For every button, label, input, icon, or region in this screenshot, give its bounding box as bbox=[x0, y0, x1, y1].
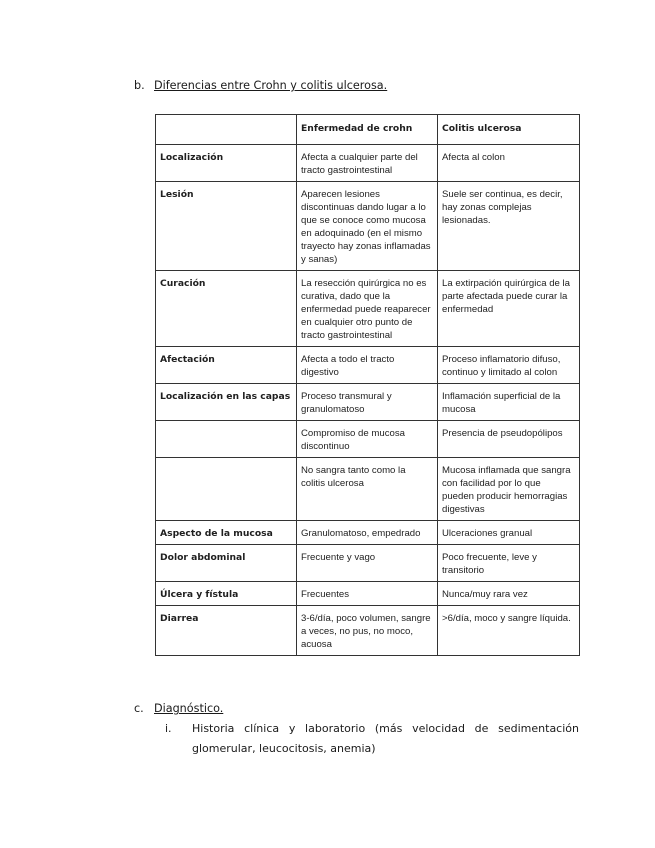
table-row bbox=[156, 347, 580, 384]
table-row bbox=[156, 458, 580, 521]
row-label bbox=[156, 458, 297, 521]
row-label: Aspecto de la mucosa bbox=[156, 521, 297, 545]
crohn-cell: 3-6/día, poco volumen, sangre a veces, no pus, no moco, acuosa bbox=[297, 606, 438, 656]
crohn-cell: Afecta a cualquier parte del tracto gastrointestinal bbox=[297, 145, 438, 182]
table-header-row bbox=[156, 115, 580, 145]
table-row bbox=[156, 545, 580, 582]
list-item-text: Historia clínica y laboratorio (más velocidad de sedimentación glomerular, leucocitosis, anemia) bbox=[192, 722, 579, 755]
diagnosis-list-item bbox=[165, 719, 579, 759]
row-label: Dolor abdominal bbox=[156, 545, 297, 582]
row-label: Diarrea bbox=[156, 606, 297, 656]
colitis-cell: Suele ser continua, es decir, hay zonas complejas lesionadas. bbox=[438, 182, 580, 271]
row-label: Lesión bbox=[156, 182, 297, 271]
table-row bbox=[156, 521, 580, 545]
table-row bbox=[156, 606, 580, 656]
crohn-cell: Frecuente y vago bbox=[297, 545, 438, 582]
section-c-heading bbox=[134, 702, 223, 715]
table-row bbox=[156, 421, 580, 458]
section-b-heading bbox=[134, 79, 387, 92]
colitis-cell: Poco frecuente, leve y transitorio bbox=[438, 545, 580, 582]
crohn-cell: Compromiso de mucosa discontinuo bbox=[297, 421, 438, 458]
table-row bbox=[156, 145, 580, 182]
header-cell-empty bbox=[156, 115, 297, 145]
section-b-marker: b. bbox=[134, 79, 145, 92]
colitis-cell: Ulceraciones granual bbox=[438, 521, 580, 545]
row-label: Úlcera y fístula bbox=[156, 582, 297, 606]
row-label bbox=[156, 421, 297, 458]
section-b-title: Diferencias entre Crohn y colitis ulcerosa. bbox=[154, 79, 388, 92]
colitis-cell: Presencia de pseudopólipos bbox=[438, 421, 580, 458]
crohn-cell: Proceso transmural y granulomatoso bbox=[297, 384, 438, 421]
header-cell-colitis: Colitis ulcerosa bbox=[438, 115, 580, 145]
section-c-marker: c. bbox=[134, 702, 144, 715]
colitis-cell: Proceso inflamatorio difuso, continuo y limitado al colon bbox=[438, 347, 580, 384]
row-label: Localización en las capas bbox=[156, 384, 297, 421]
header-cell-crohn: Enfermedad de crohn bbox=[297, 115, 438, 145]
table-row bbox=[156, 182, 580, 271]
table-row bbox=[156, 582, 580, 606]
section-c-title: Diagnóstico. bbox=[154, 702, 224, 715]
colitis-cell: Inflamación superficial de la mucosa bbox=[438, 384, 580, 421]
crohn-cell: No sangra tanto como la colitis ulcerosa bbox=[297, 458, 438, 521]
list-item-number: i. bbox=[165, 722, 172, 735]
row-label: Afectación bbox=[156, 347, 297, 384]
colitis-cell: >6/día, moco y sangre líquida. bbox=[438, 606, 580, 656]
crohn-cell: Aparecen lesiones discontinuas dando lugar a lo que se conoce como mucosa en adoquinado (en el mismo trayecto hay zonas inflamadas y sanas) bbox=[297, 182, 438, 271]
colitis-cell: La extirpación quirúrgica de la parte afectada puede curar la enfermedad bbox=[438, 271, 580, 347]
crohn-cell: Frecuentes bbox=[297, 582, 438, 606]
crohn-cell: La resección quirúrgica no es curativa, dado que la enfermedad puede reaparecer en cualquier otro punto de tracto gastrointestinal bbox=[297, 271, 438, 347]
table-row bbox=[156, 384, 580, 421]
colitis-cell: Mucosa inflamada que sangra con facilidad por lo que pueden producir hemorragias digestivas bbox=[438, 458, 580, 521]
row-label: Localización bbox=[156, 145, 297, 182]
row-label: Curación bbox=[156, 271, 297, 347]
crohn-cell: Granulomatoso, empedrado bbox=[297, 521, 438, 545]
crohn-cell: Afecta a todo el tracto digestivo bbox=[297, 347, 438, 384]
comparison-table bbox=[155, 114, 580, 656]
colitis-cell: Nunca/muy rara vez bbox=[438, 582, 580, 606]
table-row bbox=[156, 271, 580, 347]
colitis-cell: Afecta al colon bbox=[438, 145, 580, 182]
